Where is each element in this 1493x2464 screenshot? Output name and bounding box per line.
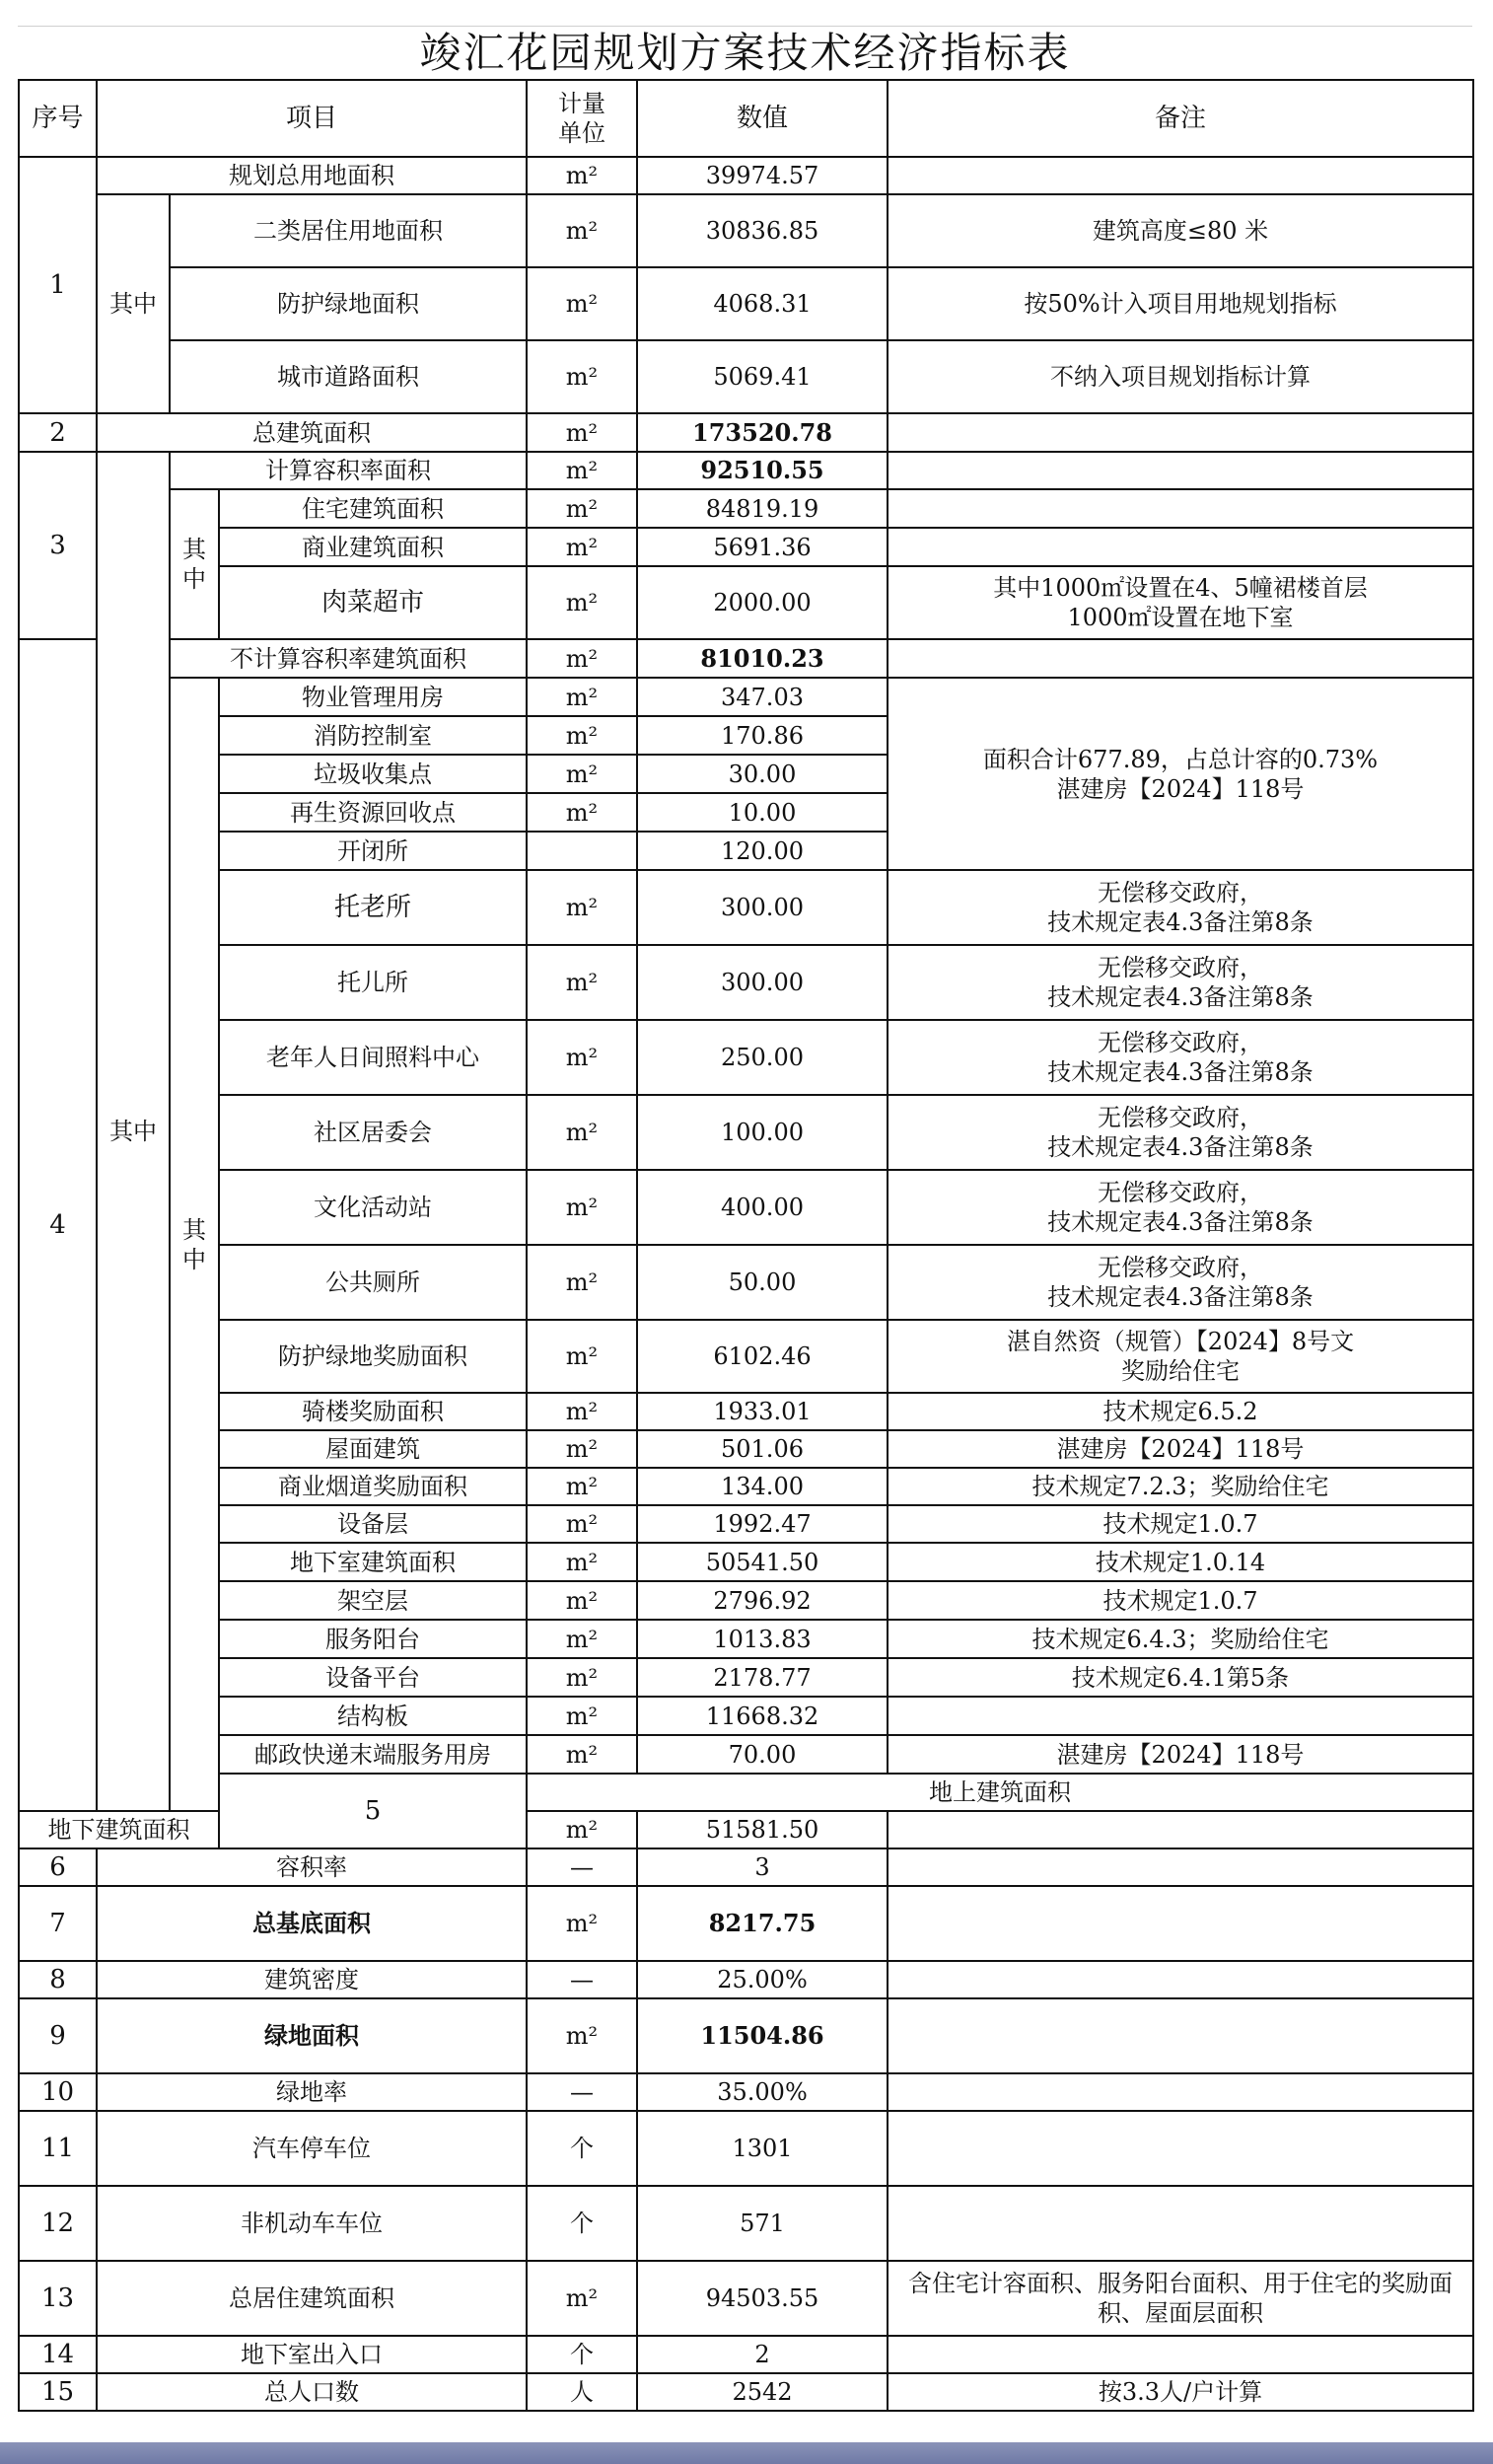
remark-handover (888, 1245, 1473, 1320)
remark-population: 按3.3人/户计算 (888, 2373, 1473, 2411)
unit-r4-10: m² (527, 1245, 637, 1320)
value-r4-16: 50541.50 (637, 1543, 888, 1581)
seq-7: 7 (19, 1886, 97, 1961)
item-r4-3: 再生资源回收点 (219, 793, 527, 832)
qi-char: 其 (182, 536, 206, 563)
zhong-char: 中 (182, 1245, 206, 1273)
remark-residential-land: 建筑高度≤80 米 (888, 194, 1473, 267)
item-r4-14: 商业烟道奖励面积 (219, 1468, 527, 1505)
unit-cell: — (527, 2073, 637, 2111)
value-r4-15: 1992.47 (637, 1505, 888, 1543)
remark-r4-21: 湛建房【2024】118号 (888, 1735, 1473, 1774)
remark-empty (888, 2073, 1473, 2111)
remark-r4-18: 技术规定6.4.3；奖励给住宅 (888, 1620, 1473, 1658)
unit-cell: m² (527, 413, 637, 452)
header-unit-line2: 单位 (558, 119, 605, 147)
remark-r4-15: 技术规定1.0.7 (888, 1505, 1473, 1543)
item-r4-17: 架空层 (219, 1581, 527, 1620)
unit-r4-5: m² (527, 870, 637, 945)
header-item: 项目 (97, 80, 527, 157)
value-r4-12: 1933.01 (637, 1393, 888, 1430)
unit-r4-11: m² (527, 1320, 637, 1393)
seq-8: 8 (19, 1961, 97, 1998)
remark-market-line1: 其中1000㎡设置在4、5幢裙楼首层 (993, 574, 1368, 602)
remark-handover-line1: 无偿移交政府， (1098, 1104, 1263, 1131)
value-far-area: 92510.55 (637, 452, 888, 489)
seq-6: 6 (19, 1848, 97, 1886)
remark-market-line2: 1000㎡设置在地下室 (1067, 604, 1294, 631)
remark-empty (888, 528, 1473, 566)
seq-5: 5 (219, 1774, 527, 1848)
remark-empty (888, 1848, 1473, 1886)
remark-empty (888, 452, 1473, 489)
value-market: 2000.00 (637, 566, 888, 639)
unit-r4-13: m² (527, 1430, 637, 1468)
item-r4-20: 结构板 (219, 1697, 527, 1735)
value-r4-18: 1013.83 (637, 1620, 888, 1658)
item-below-ground: 地下建筑面积 (19, 1811, 219, 1848)
qizhong-vertical-4 (170, 678, 219, 1811)
remark-handover-line2: 技术规定表4.3备注第8条 (1047, 1133, 1314, 1161)
unit-cell: m² (527, 194, 637, 267)
item-r4-19: 设备平台 (219, 1658, 527, 1697)
remark-handover-line2: 技术规定表4.3备注第8条 (1047, 983, 1314, 1011)
remark-handover-line1: 无偿移交政府， (1098, 879, 1263, 906)
seq-13: 13 (19, 2261, 97, 2336)
remark-r4-14: 技术规定7.2.3；奖励给住宅 (888, 1468, 1473, 1505)
unit-cell: m² (527, 267, 637, 340)
header-unit-line1: 计量 (558, 90, 605, 117)
remark-empty (888, 157, 1473, 194)
unit-cell: — (527, 1961, 637, 1998)
seq-4: 4 (19, 639, 97, 1811)
value-r4-9: 400.00 (637, 1170, 888, 1245)
remark-handover-line1: 无偿移交政府， (1098, 1254, 1263, 1281)
unit-r4-6: m² (527, 945, 637, 1020)
item-r4-7: 老年人日间照料中心 (219, 1020, 527, 1095)
value-nonfar-area: 81010.23 (637, 639, 888, 678)
remark-handover (888, 870, 1473, 945)
item-residential-land: 二类居住用地面积 (170, 194, 527, 267)
value-r4-3: 10.00 (637, 793, 888, 832)
item-above-ground: 地上建筑面积 (527, 1774, 1473, 1811)
item-r4-6: 托儿所 (219, 945, 527, 1020)
remark-handover-line2: 技术规定表4.3备注第8条 (1047, 908, 1314, 936)
value-r4-2: 30.00 (637, 755, 888, 793)
remark-empty (888, 489, 1473, 528)
unit-r4-4 (527, 832, 637, 870)
value-r4-19: 2178.77 (637, 1658, 888, 1697)
value-r4-7: 250.00 (637, 1020, 888, 1095)
value-below-ground: 51581.50 (637, 1811, 888, 1848)
header-remark: 备注 (888, 80, 1473, 157)
seq-11: 11 (19, 2111, 97, 2186)
item-r4-11: 防护绿地奖励面积 (219, 1320, 527, 1393)
seq-3: 3 (19, 452, 97, 639)
item-r4-2: 垃圾收集点 (219, 755, 527, 793)
item-far-area: 计算容积率面积 (170, 452, 527, 489)
remark-empty (888, 1998, 1473, 2073)
item-r4-13: 屋面建筑 (219, 1430, 527, 1468)
unit-cell: m² (527, 157, 637, 194)
remark-r4-19: 技术规定6.4.1第5条 (888, 1658, 1473, 1697)
value-bike-parking: 571 (637, 2186, 888, 2261)
unit-cell: m² (527, 489, 637, 528)
unit-r4-3: m² (527, 793, 637, 832)
unit-cell: m² (527, 566, 637, 639)
item-market: 肉菜超市 (219, 566, 527, 639)
remark-r4-17: 技术规定1.0.7 (888, 1581, 1473, 1620)
value-r4-11: 6102.46 (637, 1320, 888, 1393)
unit-cell: m² (527, 639, 637, 678)
unit-r4-9: m² (527, 1170, 637, 1245)
remark-handover (888, 1170, 1473, 1245)
item-r4-4: 开闭所 (219, 832, 527, 870)
unit-cell: 个 (527, 2336, 637, 2373)
remark-empty (888, 2186, 1473, 2261)
zhong-char: 中 (182, 565, 206, 593)
item-bike-parking: 非机动车车位 (97, 2186, 527, 2261)
remark-handover-line1: 无偿移交政府， (1098, 954, 1263, 981)
remark-r4-12: 技术规定6.5.2 (888, 1393, 1473, 1430)
header-unit (527, 80, 637, 157)
table-title: 竣汇花园规划方案技术经济指标表 (18, 26, 1472, 80)
remark-green-land: 按50%计入项目用地规划指标 (888, 267, 1473, 340)
item-green-ratio: 绿地率 (97, 2073, 527, 2111)
item-nonfar-area: 不计算容积率建筑面积 (170, 639, 527, 678)
remark-empty (888, 2111, 1473, 2186)
remark-handover-line1: 无偿移交政府， (1098, 1179, 1263, 1206)
item-car-parking: 汽车停车位 (97, 2111, 527, 2186)
item-total-floor-area: 总建筑面积 (97, 413, 527, 452)
remark-handover (888, 1020, 1473, 1095)
unit-r4-0: m² (527, 678, 637, 716)
item-r4-0: 物业管理用房 (219, 678, 527, 716)
seq-12: 12 (19, 2186, 97, 2261)
seq-1: 1 (19, 157, 97, 413)
item-road-area: 城市道路面积 (170, 340, 527, 413)
header-seq: 序号 (19, 80, 97, 157)
value-commercial-area: 5691.36 (637, 528, 888, 566)
value-r4-21: 70.00 (637, 1735, 888, 1774)
unit-cell: m² (527, 528, 637, 566)
value-r4-0: 347.03 (637, 678, 888, 716)
value-total-floor-area: 173520.78 (637, 413, 888, 452)
unit-r4-21: m² (527, 1735, 637, 1774)
remark-r4-13: 湛建房【2024】118号 (888, 1430, 1473, 1468)
item-housing-area: 住宅建筑面积 (219, 489, 527, 528)
seq-10: 10 (19, 2073, 97, 2111)
item-total-land: 规划总用地面积 (97, 157, 527, 194)
remark-r4-11-line1: 湛自然资（规管）【2024】8号文 (1006, 1328, 1355, 1355)
unit-r4-15: m² (527, 1505, 637, 1543)
qizhong-label-1: 其中 (97, 194, 170, 413)
item-basement-entrance: 地下室出入口 (97, 2336, 527, 2373)
item-population: 总人口数 (97, 2373, 527, 2411)
remark-group-line2: 湛建房【2024】118号 (1056, 774, 1305, 803)
remark-r4-16: 技术规定1.0.14 (888, 1543, 1473, 1581)
item-green-area: 绿地面积 (97, 1998, 527, 2073)
unit-cell: m² (527, 452, 637, 489)
remark-group-line1: 面积合计677.89，占总计容的0.73% (982, 745, 1379, 773)
unit-cell: m² (527, 340, 637, 413)
item-r4-5: 托老所 (219, 870, 527, 945)
value-density: 25.00% (637, 1961, 888, 1998)
unit-r4-8: m² (527, 1095, 637, 1170)
remark-empty (888, 639, 1473, 678)
remark-handover-line1: 无偿移交政府， (1098, 1029, 1263, 1056)
item-footprint: 总基底面积 (97, 1886, 527, 1961)
unit-r4-12: m² (527, 1393, 637, 1430)
unit-cell: m² (527, 1886, 637, 1961)
remark-empty (888, 1811, 1473, 1848)
remark-handover-line2: 技术规定表4.3备注第8条 (1047, 1283, 1314, 1311)
unit-cell: m² (527, 1998, 637, 2073)
remark-r4-20 (888, 1697, 1473, 1735)
value-r4-10: 50.00 (637, 1245, 888, 1320)
remark-group-facilities (888, 678, 1473, 870)
value-housing-area: 84819.19 (637, 489, 888, 528)
unit-r4-1: m² (527, 716, 637, 755)
remark-residential-floor: 含住宅计容面积、服务阳台面积、用于住宅的奖励面积、屋面层面积 (888, 2261, 1473, 2336)
item-r4-16: 地下室建筑面积 (219, 1543, 527, 1581)
unit-r4-18: m² (527, 1620, 637, 1658)
value-r4-6: 300.00 (637, 945, 888, 1020)
seq-9: 9 (19, 1998, 97, 2073)
value-basement-entrance: 2 (637, 2336, 888, 2373)
item-commercial-area: 商业建筑面积 (219, 528, 527, 566)
item-r4-8: 社区居委会 (219, 1095, 527, 1170)
item-density: 建筑密度 (97, 1961, 527, 1998)
item-r4-1: 消防控制室 (219, 716, 527, 755)
unit-cell: m² (527, 2261, 637, 2336)
item-r4-21: 邮政快递末端服务用房 (219, 1735, 527, 1774)
qizhong-vertical-3 (170, 489, 219, 639)
value-r4-17: 2796.92 (637, 1581, 888, 1620)
item-r4-18: 服务阳台 (219, 1620, 527, 1658)
remark-handover-line2: 技术规定表4.3备注第8条 (1047, 1058, 1314, 1086)
value-r4-13: 501.06 (637, 1430, 888, 1468)
value-green-area: 11504.86 (637, 1998, 888, 2073)
remark-market (888, 566, 1473, 639)
bottom-bar (0, 2442, 1493, 2464)
remark-r4-11 (888, 1320, 1473, 1393)
value-total-land: 39974.57 (637, 157, 888, 194)
item-r4-12: 骑楼奖励面积 (219, 1393, 527, 1430)
value-r4-8: 100.00 (637, 1095, 888, 1170)
item-residential-floor: 总居住建筑面积 (97, 2261, 527, 2336)
item-green-land: 防护绿地面积 (170, 267, 527, 340)
value-far: 3 (637, 1848, 888, 1886)
value-green-land: 4068.31 (637, 267, 888, 340)
item-r4-9: 文化活动站 (219, 1170, 527, 1245)
value-footprint: 8217.75 (637, 1886, 888, 1961)
unit-cell: 人 (527, 2373, 637, 2411)
item-r4-10: 公共厕所 (219, 1245, 527, 1320)
unit-cell: 个 (527, 2111, 637, 2186)
unit-cell: 个 (527, 2186, 637, 2261)
item-far: 容积率 (97, 1848, 527, 1886)
value-road-area: 5069.41 (637, 340, 888, 413)
seq-14: 14 (19, 2336, 97, 2373)
remark-handover (888, 1095, 1473, 1170)
value-r4-4: 120.00 (637, 832, 888, 870)
value-residential-floor: 94503.55 (637, 2261, 888, 2336)
item-r4-15: 设备层 (219, 1505, 527, 1543)
qizhong-label-4: 其中 (97, 452, 170, 1811)
remark-road-area: 不纳入项目规划指标计算 (888, 340, 1473, 413)
unit-r4-19: m² (527, 1658, 637, 1697)
value-r4-1: 170.86 (637, 716, 888, 755)
unit-r4-16: m² (527, 1543, 637, 1581)
value-r4-5: 300.00 (637, 870, 888, 945)
unit-r4-2: m² (527, 755, 637, 793)
value-green-ratio: 35.00% (637, 2073, 888, 2111)
unit-cell: m² (527, 1811, 637, 1848)
unit-r4-7: m² (527, 1020, 637, 1095)
value-residential-land: 30836.85 (637, 194, 888, 267)
indicator-table (18, 79, 1474, 2412)
value-population: 2542 (637, 2373, 888, 2411)
remark-empty (888, 1886, 1473, 1961)
unit-r4-17: m² (527, 1581, 637, 1620)
remark-handover (888, 945, 1473, 1020)
remark-handover-line2: 技术规定表4.3备注第8条 (1047, 1208, 1314, 1236)
remark-r4-11-line2: 奖励给住宅 (1121, 1357, 1240, 1385)
seq-15: 15 (19, 2373, 97, 2411)
remark-empty (888, 1961, 1473, 1998)
qi-char: 其 (182, 1215, 206, 1244)
value-r4-20: 11668.32 (637, 1697, 888, 1735)
remark-empty (888, 413, 1473, 452)
unit-r4-20: m² (527, 1697, 637, 1735)
header-value: 数值 (637, 80, 888, 157)
unit-cell: — (527, 1848, 637, 1886)
value-car-parking: 1301 (637, 2111, 888, 2186)
seq-2: 2 (19, 413, 97, 452)
value-r4-14: 134.00 (637, 1468, 888, 1505)
unit-r4-14: m² (527, 1468, 637, 1505)
remark-empty (888, 2336, 1473, 2373)
